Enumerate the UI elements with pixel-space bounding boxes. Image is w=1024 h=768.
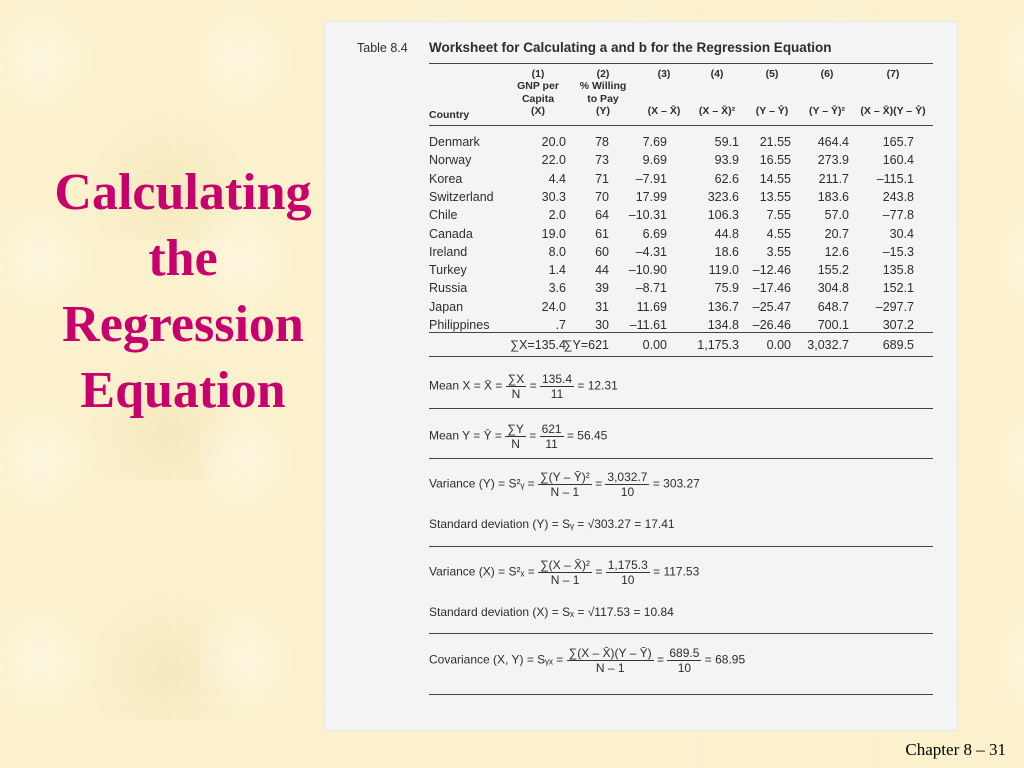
formula-sd-x: Standard deviation (X) = Sₓ = √117.53 = 10.84 xyxy=(429,605,674,619)
table-cell: 44 xyxy=(595,263,609,278)
table-title: Worksheet for Calculating a and b for the Regression Equation xyxy=(429,40,832,55)
table-cell: 11.69 xyxy=(636,299,667,314)
formula-mean-y: Mean Y = Ȳ = $\frac{\sum Y}{N}$ = $\frac{621}{11}$ = 56.45 xyxy=(429,422,608,451)
slide-footer: Chapter 8 – 31 xyxy=(905,740,1006,759)
table-row-country: Turkey xyxy=(429,263,467,278)
column-header-label: (X – X̄) xyxy=(647,105,681,117)
table-cell: 307.2 xyxy=(882,318,914,332)
table-cell: 59.1 xyxy=(714,135,739,149)
column-header-country: Country xyxy=(429,109,470,121)
table-total: ∑X=135.4 xyxy=(510,338,566,352)
table-cell: 648.7 xyxy=(817,299,849,314)
table-total: ∑Y=621 xyxy=(563,338,609,352)
table-cell: 71 xyxy=(595,171,609,186)
table-cell: –11.61 xyxy=(629,318,667,332)
table-cell: 2.0 xyxy=(548,208,566,223)
table-cell: 30 xyxy=(595,318,609,332)
table-row-country: Japan xyxy=(429,299,464,314)
table-cell: 4.4 xyxy=(548,171,566,186)
table-cell: 106.3 xyxy=(707,208,739,223)
divider xyxy=(429,63,933,64)
table-row-country: Chile xyxy=(429,208,458,223)
table-cell: 44.8 xyxy=(714,226,739,241)
table-row-country: Norway xyxy=(429,153,472,168)
table-row-country: Ireland xyxy=(429,244,468,259)
table-cell: –4.31 xyxy=(635,244,667,259)
table-cell: 20.7 xyxy=(824,226,849,241)
table-row-country: Russia xyxy=(429,281,468,296)
column-header-number: (6) xyxy=(820,68,834,80)
divider xyxy=(429,546,933,547)
column-header-label: (X – X̄)(Y – Ȳ) xyxy=(860,105,926,117)
table-cell: 30.4 xyxy=(889,226,914,241)
divider xyxy=(429,633,933,634)
table-cell: 3.55 xyxy=(766,244,791,259)
table-cell: 17.99 xyxy=(635,189,667,204)
table-cell: 75.9 xyxy=(714,281,739,296)
table-cell: –7.91 xyxy=(635,171,667,186)
table-cell: 20.0 xyxy=(541,135,566,149)
table-cell: 3.6 xyxy=(548,281,566,296)
table-row-country: Switzerland xyxy=(429,189,494,204)
table-row-country: Philippines xyxy=(429,318,490,332)
table-cell: –10.31 xyxy=(628,208,667,223)
column-header-number: (2) xyxy=(596,68,610,80)
table-cell: –15.3 xyxy=(882,244,914,259)
divider xyxy=(429,408,933,409)
table-cell: 16.55 xyxy=(759,153,791,168)
table-cell: 211.7 xyxy=(818,171,849,186)
table-total: 0.00 xyxy=(642,338,667,352)
table-cell: 18.6 xyxy=(714,244,739,259)
divider xyxy=(429,332,933,333)
table-cell: 31 xyxy=(595,299,609,314)
table-cell: 61 xyxy=(595,226,609,241)
table-cell: 243.8 xyxy=(882,189,914,204)
column-header-label: (Y – Ȳ) xyxy=(755,105,789,117)
table-cell: 1.4 xyxy=(548,263,566,278)
table-row-country: Korea xyxy=(429,171,463,186)
table-cell: 134.8 xyxy=(707,318,739,332)
table-total: 3,032.7 xyxy=(807,338,849,352)
table-row-country: Denmark xyxy=(429,135,480,149)
table-cell: 8.0 xyxy=(548,244,566,259)
column-header-number: (1) xyxy=(531,68,545,80)
table-cell: –77.8 xyxy=(882,208,914,223)
table-cell: 73 xyxy=(595,153,609,168)
formula-sd-y: Standard deviation (Y) = Sᵧ = √303.27 = 17.41 xyxy=(429,517,675,531)
table-row-country: Canada xyxy=(429,226,473,241)
table-cell: 64 xyxy=(595,208,609,223)
table-cell: 12.6 xyxy=(824,244,849,259)
title-line: Equation xyxy=(80,362,286,419)
column-header-label: GNP per xyxy=(517,80,559,92)
column-header-label: (X – X̄)² xyxy=(698,105,736,117)
table-cell: –17.46 xyxy=(752,281,791,296)
column-header-label: Capita xyxy=(521,92,555,105)
table-cell: 13.55 xyxy=(759,189,791,204)
table-number: Table 8.4 xyxy=(357,41,408,55)
title-line: Regression xyxy=(62,296,304,353)
table-cell: 93.9 xyxy=(714,153,739,168)
column-header-number: (5) xyxy=(765,68,779,80)
table-cell: 119.0 xyxy=(708,263,739,278)
divider xyxy=(429,458,933,459)
column-header-number: (7) xyxy=(886,68,900,80)
table-cell: 6.69 xyxy=(642,226,667,241)
table-total: 689.5 xyxy=(882,338,914,352)
table-cell: 7.55 xyxy=(766,208,791,223)
column-header-label: (Y) xyxy=(596,105,610,117)
title-line: Calculating xyxy=(54,164,312,221)
table-cell: 464.4 xyxy=(817,135,849,149)
title-line: the xyxy=(148,230,218,287)
table-cell: 273.9 xyxy=(817,153,849,168)
formula-covariance: Covariance (X, Y) = Sᵧₓ = $\frac{\sum(X - X̄)(Y - Ȳ)}{N - 1}$ = $\frac{689.5}{10}$ = 68.95 xyxy=(429,646,746,675)
column-header-number: (4) xyxy=(710,68,724,80)
worksheet-page xyxy=(325,22,957,730)
table-cell: –10.90 xyxy=(628,263,667,278)
table-cell: 21.55 xyxy=(759,135,791,149)
table-cell: 30.3 xyxy=(541,189,566,204)
table-cell: –25.47 xyxy=(752,299,791,314)
table-cell: 78 xyxy=(595,135,609,149)
column-header-number: (3) xyxy=(657,68,671,80)
formula-variance-x: Variance (X) = S²ₓ = $\frac{\text{∑(X – X̄)²}}{N - 1}$ = $\frac{1,175.3}{10}$ = 117.53 xyxy=(429,558,700,587)
column-header-label: to Pay xyxy=(587,92,619,105)
table-cell: 22.0 xyxy=(541,153,566,168)
table-cell: –297.7 xyxy=(875,299,914,314)
table-cell: 24.0 xyxy=(541,299,566,314)
table-cell: 39 xyxy=(595,281,609,296)
table-total: 0.00 xyxy=(766,338,791,352)
column-header-label: (X) xyxy=(531,105,545,117)
table-cell: 14.55 xyxy=(759,171,791,186)
table-cell: 304.8 xyxy=(817,281,849,296)
table-cell: 135.8 xyxy=(882,263,914,278)
formula-mean-x: Mean X = X̄ = $\frac{\sum X}{N}$ = $\frac{135.4}{11}$ = 12.31 xyxy=(429,372,618,401)
table-cell: –8.71 xyxy=(635,281,667,296)
table-cell: –26.46 xyxy=(752,318,791,332)
divider xyxy=(429,694,933,695)
table-cell: 4.55 xyxy=(766,226,791,241)
divider xyxy=(429,356,933,357)
table-cell: 9.69 xyxy=(642,153,667,168)
table-cell: –115.1 xyxy=(876,171,914,186)
table-cell: 70 xyxy=(595,189,609,204)
table-cell: 57.0 xyxy=(824,208,849,223)
table-cell: 160.4 xyxy=(882,153,914,168)
table-cell: 152.1 xyxy=(882,281,914,296)
table-cell: –12.46 xyxy=(752,263,791,278)
table-cell: 19.0 xyxy=(541,226,566,241)
column-header-label: (Y – Ȳ)² xyxy=(809,105,845,117)
table-cell: 7.69 xyxy=(642,135,667,149)
table-cell: 183.6 xyxy=(817,189,849,204)
table-cell: 60 xyxy=(595,244,609,259)
table-cell: 700.1 xyxy=(817,318,849,332)
slide-title xyxy=(18,160,348,424)
formula-variance-y: Variance (Y) = S²ᵧ = $\frac{\text{∑(Y – Ȳ)²}}{N - 1}$ = $\frac{3,032.7}{10}$ = 303.27 xyxy=(429,470,700,499)
table-cell: 62.6 xyxy=(714,171,739,186)
table-cell: .7 xyxy=(555,318,566,332)
divider xyxy=(429,125,933,126)
table-cell: 323.6 xyxy=(707,189,739,204)
table-total: 1,175.3 xyxy=(697,338,739,352)
column-header-label: % Willing xyxy=(579,80,627,92)
table-cell: 155.2 xyxy=(817,263,849,278)
table-cell: 165.7 xyxy=(882,135,914,149)
table-cell: 136.7 xyxy=(707,299,739,314)
